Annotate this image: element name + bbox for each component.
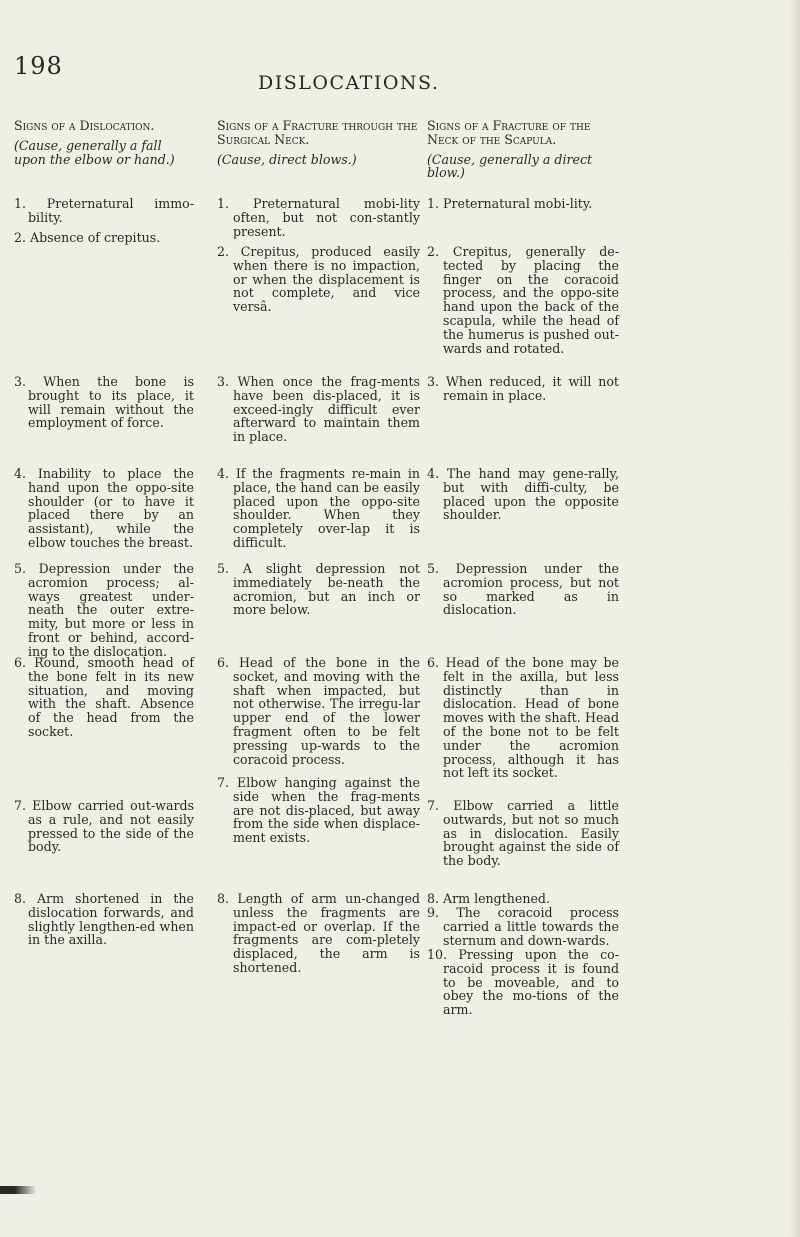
column-heading: Signs of a Fracture through the Surgical Neck. bbox=[217, 118, 418, 147]
sign-item: 2. Crepitus, generally de-tected by placing the finger on the coracoid process, and the oppo-site hand upon the back of the scapula, while the head of the humerus is pushed out-wards and rotated. bbox=[427, 244, 619, 356]
sign-item: 4. If the fragments re-main in place, the hand can be easily placed upon the oppo-site shoulder. When they completely over-lap it is difficult. bbox=[217, 466, 420, 550]
sign-item: 6. Head of the bone in the socket, and moving with the shaft when impacted, but not otherwise. The irregu-lar upper end of the lower fragment often to be felt pressing up-wards to the coracoid process. bbox=[217, 655, 420, 767]
sign-item: 1. Preternatural immo-bility. bbox=[14, 196, 194, 225]
column-heading: Signs of a Dislocation. bbox=[14, 118, 155, 133]
sign-item: 2. Crepitus, produced easily when there is no impaction, or when the displacement is not complete, and vice versâ. bbox=[217, 244, 420, 315]
sign-item: 7. Elbow carried out-wards as a rule, and not easily pressed to the side of the body. bbox=[14, 798, 194, 855]
sign-item: 4. Inability to place the hand upon the oppo-site shoulder (or to have it placed there by an assistant), while the elbow touches the breast. bbox=[14, 466, 194, 550]
sign-item: 6. Head of the bone may be felt in the axilla, but less distinctly than in dislocation. Head of bone moves with the shaft. Head of the bone not to be felt under the acromion process, although it has not left its socket. bbox=[427, 655, 619, 781]
sign-item: 9. The coracoid process carried a little towards the sternum and down-wards. bbox=[427, 905, 619, 948]
sign-item: 7. Elbow hanging against the side when the frag-ments are not dis-placed, but away from the side when displace-ment exists. bbox=[217, 775, 420, 846]
column-cause: (Cause, generally a direct blow.) bbox=[427, 151, 593, 181]
sign-item: 3. When reduced, it will not remain in place. bbox=[427, 374, 619, 403]
sign-item: 1. Preternatural mobi-lity often, but not con-stantly present. bbox=[217, 196, 420, 239]
column-cause: (Cause, direct blows.) bbox=[217, 151, 357, 167]
running-head: DISLOCATIONS. bbox=[258, 72, 440, 94]
sign-item: 8. Length of arm un-changed unless the fragments are impact-ed or overlap. If the fragments are com-pletely displaced, the arm is shortened. bbox=[217, 891, 420, 975]
column-cause: (Cause, generally a fall upon the elbow or hand.) bbox=[14, 137, 175, 167]
column-fracture-surgical-neck bbox=[217, 118, 420, 975]
sign-item: 8. Arm shortened in the dislocation forwards, and slightly lengthen-ed when in the axilla. bbox=[14, 891, 194, 948]
column-dislocation bbox=[14, 118, 194, 948]
sign-item: 3. When the bone is brought to its place, it will remain without the employment of force. bbox=[14, 374, 194, 431]
sign-item: 5. Depression under the acromion process; al-ways greatest under-neath the outer extre-mity, but more or less in front or behind, accord-ing to the dislocation. bbox=[14, 561, 194, 659]
page-number: 198 bbox=[14, 52, 63, 80]
sign-item: 3. When once the frag-ments have been dis-placed, it is exceed-ingly difficult ever afterward to maintain them in place. bbox=[217, 374, 420, 445]
sign-item: 5. A slight depression not immediately be-neath the acromion, but an inch or more below. bbox=[217, 561, 420, 618]
sign-item: 1. Preternatural mobi-lity. bbox=[427, 196, 593, 211]
sign-item: 6. Round, smooth head of the bone felt in its new situation, and moving with the shaft. Absence of the head from the socket. bbox=[14, 655, 194, 739]
column-fracture-scapula-neck bbox=[427, 118, 619, 1018]
sign-item: 2. Absence of crepitus. bbox=[14, 230, 161, 245]
binding-mark bbox=[0, 1186, 36, 1194]
page-edge-shadow bbox=[790, 0, 800, 1237]
sign-item: 7. Elbow carried a little outwards, but not so much as in dislocation. Easily brought against the side of the body. bbox=[427, 798, 619, 869]
column-heading: Signs of a Fracture of the Neck of the Scapula. bbox=[427, 118, 591, 147]
sign-item: 4. The hand may gene-rally, but with diffi-culty, be placed upon the opposite shoulder. bbox=[427, 466, 619, 523]
sign-item: 5. Depression under the acromion process, but not so marked as in dislocation. bbox=[427, 561, 619, 618]
sign-item: 8. Arm lengthened. bbox=[427, 891, 550, 906]
sign-item: 10. Pressing upon the co-racoid process it is found to be moveable, and to obey the mo-tions of the arm. bbox=[427, 947, 619, 1018]
